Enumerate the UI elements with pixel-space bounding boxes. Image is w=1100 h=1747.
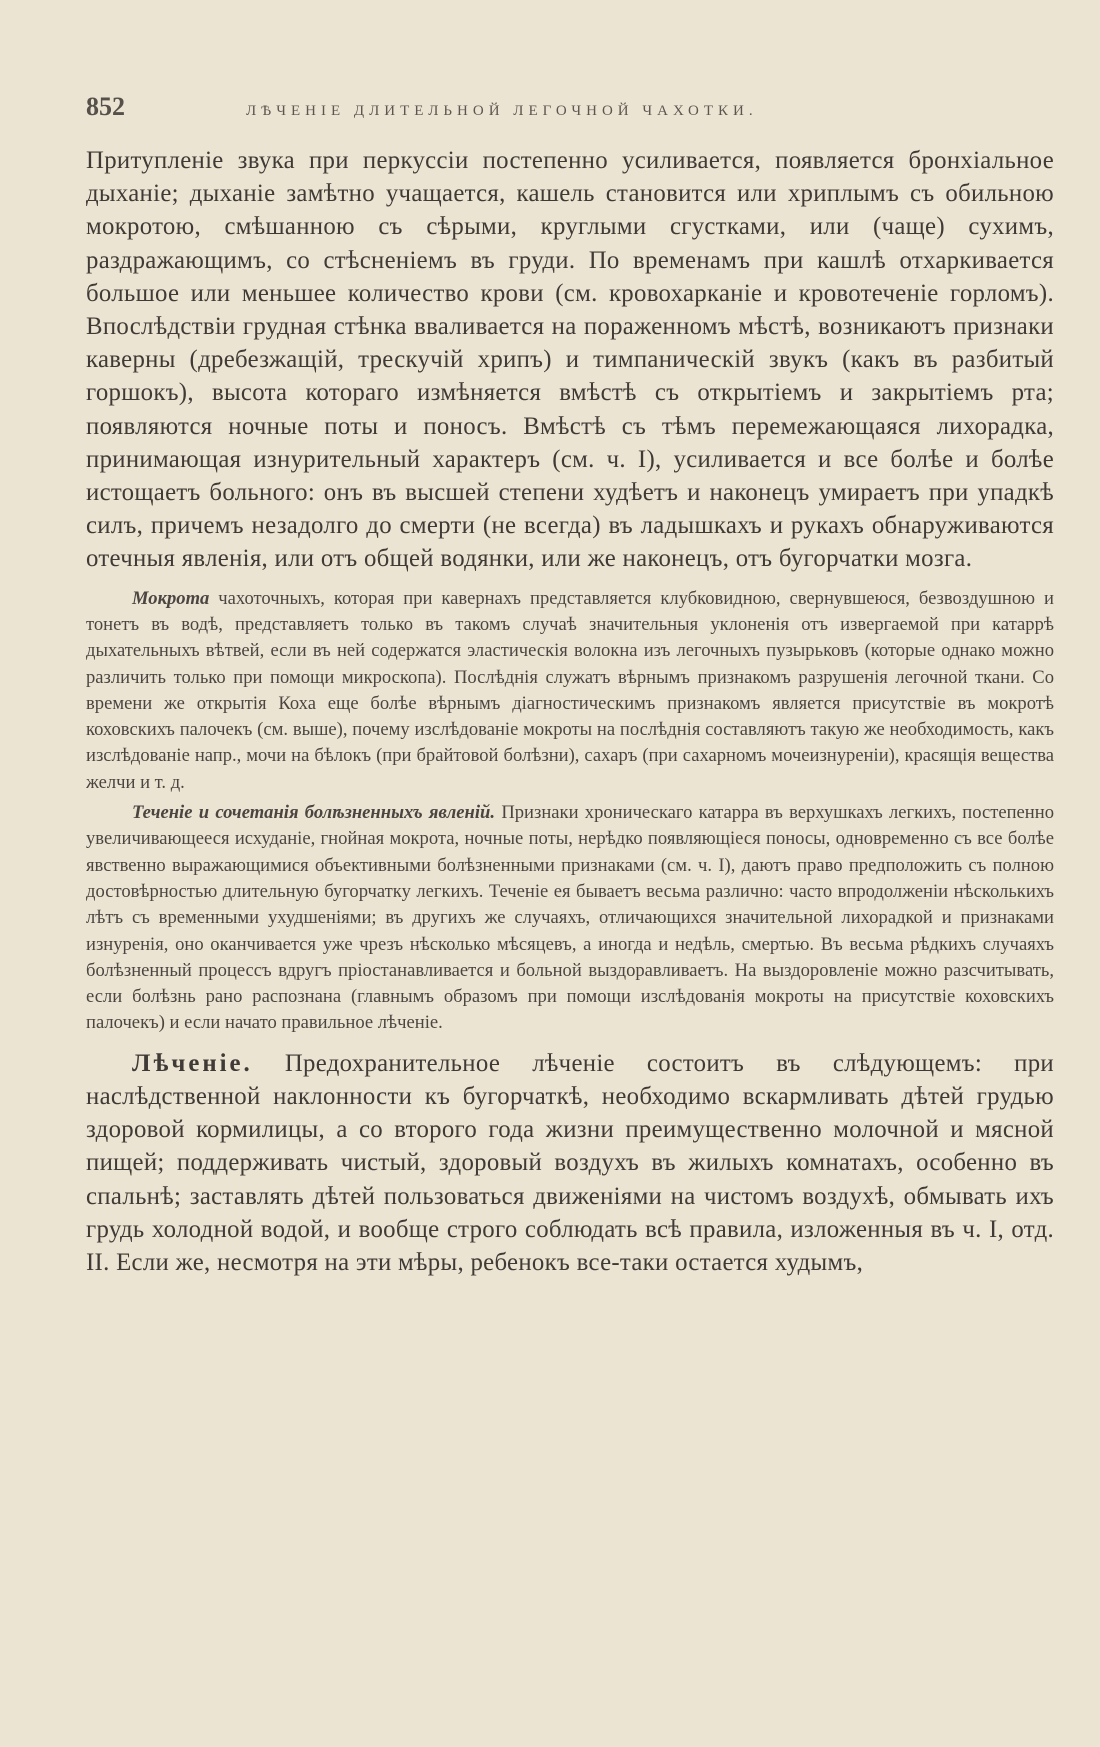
- running-head: [86, 92, 1054, 144]
- paragraph-treatment-lead: Лѣченіе.: [132, 1049, 253, 1077]
- running-title: ЛѢЧЕНІЕ ДЛИТЕЛЬНОЙ ЛЕГОЧНОЙ ЧАХОТКИ.: [246, 103, 758, 119]
- page-number: 852: [86, 92, 125, 121]
- paragraph-course: [86, 800, 1054, 1037]
- paragraph-symptoms: Притупленіе звука при перкуссіи постепенно усиливается, появляется бронхіальное дыханіе; дыханіе замѣтно учащается, кашель становится или хриплымъ съ обильною мокротою, смѣшанною съ сѣрыми, круглыми сгустками, или (чаще) сухимъ, раздражающимъ, со стѣсненіемъ въ груди. По временамъ при кашлѣ отхаркивается большое или меньшее количество крови (см. кровохарканіе и кровотеченіе горломъ). Впослѣдствіи грудная стѣнка вваливается на пораженномъ мѣстѣ, возникаютъ признаки каверны (дребезжащій, трескучій хрипъ) и тимпаническій звукъ (какъ въ разбитый горшокъ), высота котораго измѣняется вмѣстѣ съ открытіемъ и закрытіемъ рта; появляются ночные поты и поносъ. Вмѣстѣ съ тѣмъ перемежающаяся лихорадка, принимающая изнурительный характеръ (см. ч. I), усиливается и все болѣе и болѣе истощаетъ больного: онъ въ высшей степени худѣетъ и наконецъ умираетъ при упадкѣ силъ, причемъ незадолго до смерти (не всегда) въ ладышкахъ и рукахъ обнаруживаются отечныя явленія, или отъ общей водянки, или же наконецъ, отъ бугорчатки мозга.: [86, 147, 1054, 573]
- paragraph-treatment-text: Предохранительное лѣченіе состоитъ въ слѣдующемъ: при наслѣдственной наклонности къ бугорчаткѣ, необходимо вскармливать дѣтей грудью здоровой кормилицы, а со второго года жизни преимущественно молочной и мясной пищей; поддерживать чистый, здоровый воздухъ въ жилыхъ комнатахъ, особенно въ спальнѣ; заставлять дѣтей пользоваться движеніями на чистомъ воздухѣ, обмывать ихъ грудь холодной водой, и вообще строго соблюдать всѣ правила, изложенныя въ ч. I, отд. II. Если же, несмотря на эти мѣры, ребенокъ все-таки остается худымъ,: [86, 1049, 1054, 1276]
- text-block: [86, 144, 1054, 1279]
- paragraph-treatment: [86, 1047, 1054, 1279]
- paragraph-sputum-lead: Мокрота: [132, 587, 210, 609]
- paragraph-sputum: [86, 586, 1054, 796]
- paragraph-sputum-text: чахоточныхъ, которая при кавернахъ представляется клубковидною, свернувшеюся, безвоздушною и тонетъ въ водѣ, представляетъ только въ такомъ случаѣ значительныя уклоненія отъ извергаемой при катаррѣ дыхательныхъ вѣтвей, если въ ней содержатся эластическія волокна изъ легочныхъ пузырьковъ (которые однако можно различить только при помощи микроскопа). Послѣднія служатъ вѣрнымъ признакомъ разрушенія легочной ткани. Со времени же открытія Коха еще болѣе вѣрнымъ діагностическимъ признакомъ является присутствіе въ мокротѣ коховскихъ палочекъ (см. выше), почему изслѣдованіе мокроты на послѣднія составляютъ такую же необходимость, какъ изслѣдованіе напр., мочи на бѣлокъ (при брайтовой болѣзни), сахаръ (при сахарномъ мочеизнуреніи), красящія вещества желчи и т. д.: [86, 587, 1054, 793]
- paragraph-course-lead: Теченіе и сочетанія болѣзненныхъ явленій.: [132, 802, 496, 824]
- paragraph-course-text: Признаки хроническаго катарра въ верхушкахъ легкихъ, постепенно увеличивающееся исхуданіе, гнойная мокрота, ночные поты, нерѣдко появляющіеся поносы, одновременно съ все болѣе явственно выражающимися объективными болѣзненными признаками (см. ч. I), даютъ право предположить съ полною достовѣрностью длительную бугорчатку легкихъ. Теченіе ея бываетъ весьма различно: часто впродолженіи нѣсколькихъ лѣтъ съ временными ухудшеніями; въ другихъ же случаяхъ, отличающихся значительной лихорадкой и признаками изнуренія, оно оканчивается уже чрезъ нѣсколько мѣсяцевъ, а иногда и недѣль, смертью. Въ весьма рѣдкихъ случаяхъ болѣзненный процессъ вдругъ пріостанавливается и больной выздоравливаетъ. На выздоровленіе можно разсчитывать, если болѣзнь рано распознана (главнымъ образомъ при помощи изслѣдованія мокроты на присутствіе коховскихъ палочекъ) и если начато правильное лѣченіе.: [86, 802, 1054, 1034]
